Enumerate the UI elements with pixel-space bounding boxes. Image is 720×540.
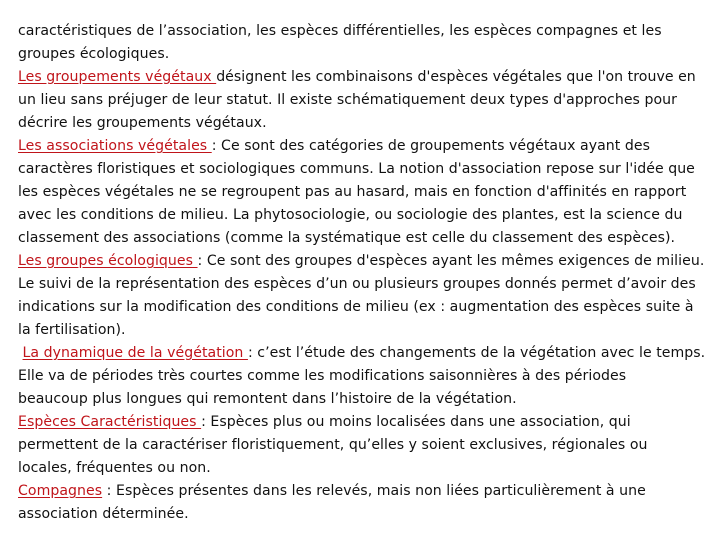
text-line: caractéristiques de l’association, les espèces différentielles, les espèces compagnes et les [18,23,662,39]
text-line: Les associations végétales : Ce sont des catégories de groupements végétaux ayant des [18,138,650,154]
term-especes-caracteristiques: Espèces Caractéristiques [18,414,202,430]
text-line: avec les conditions de milieu. La phytosociologie, ou sociologie des plantes, est la science du [18,207,683,223]
text-line: les espèces végétales ne se regroupent pas au hasard, mais en fonction d'affinités en rapport [18,184,687,200]
text-line: Le suivi de la représentation des espèces d’un ou plusieurs groupes donnés permet d’avoir des [18,276,696,292]
term-dynamique-vegetation: La dynamique de la végétation [22,345,248,361]
text-line: permettent de la caractériser floristiquement, qu’elles y soient exclusives, régionales ou [18,437,648,453]
text-line: un lieu sans préjuger de leur statut. Il existe schématiquement deux types d'approches pour [18,92,677,108]
term-groupes-ecologiques: Les groupes écologiques [18,253,198,269]
text-line: Les groupes écologiques : Ce sont des groupes d'espèces ayant les mêmes exigences de milieu. [18,253,705,269]
text-line: décrire les groupements végétaux. [18,115,267,131]
text-line: caractères floristiques et sociologiques communs. La notion d'association repose sur l'idée que [18,161,695,177]
term-compagnes: Compagnes [18,483,103,499]
text-line: La dynamique de la végétation : c’est l’étude des changements de la végétation avec le temps. [22,345,706,361]
text-block [18,20,714,526]
text-line: Les groupements végétaux désignent les combinaisons d'espèces végétales que l'on trouve en [18,69,696,85]
text-line: la fertilisation). [18,322,126,338]
term-associations-vegetales: Les associations végétales [18,138,212,154]
text-line: classement des associations (comme la systématique est celle du classement des espèces). [18,230,676,246]
text-line: groupes écologiques. [18,46,170,62]
text-line: locales, fréquentes ou non. [18,460,211,476]
text-line: Elle va de périodes très courtes comme les modifications saisonnières à des périodes [18,368,627,384]
text-line: association déterminée. [18,506,189,522]
text-line: indications sur la modification des conditions de milieu (ex : augmentation des espèces suite à [18,299,694,315]
text-line: Espèces Caractéristiques : Espèces plus ou moins localisées dans une association, qui [18,414,631,430]
text-line: Compagnes : Espèces présentes dans les relevés, mais non liées particulièrement à une [18,483,646,499]
text-line: beaucoup plus longues qui remontent dans l’histoire de la végétation. [18,391,517,407]
term-groupements-vegetaux: Les groupements végétaux [18,69,217,85]
